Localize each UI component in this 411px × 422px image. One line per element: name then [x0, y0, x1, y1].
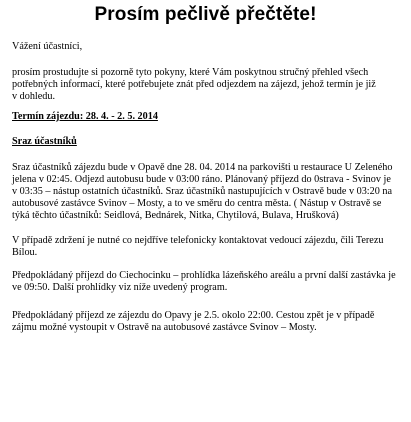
delay-contact-paragraph: V případě zdržení je nutné co nejdříve telefonicky kontaktovat vedoucí zájezdu, čili Terezu Bílou. — [12, 235, 384, 258]
arrival-ciechocinek-paragraph: Předpokládaný příjezd do Ciechocinku – prohlídka lázeňského areálu a první další zastávka je ve 09:50. Další prohlídky viz níže uvedený program. — [12, 270, 396, 293]
page-title: Prosím pečlivě přečtěte! — [94, 4, 317, 25]
meeting-paragraph: Sraz účastníků zájezdu bude v Opavě dne 28. 04. 2014 na parkovišti u restaurace U Zeleného jelena v 02:45. Odjezd autobusu bude v 03:00 ráno. Plánovaný příjezd do 0strava - Svinov je v 03:35 – nástup ostatních účastníků. Sraz účastníků nastupujících v Ostravě bude v 03:20 na autobusové zastávce Svinov – Mosty, a to ve směru do centra města. ( Nástup v Ostravě se týká těchto účastníků: Seidlová, Bednárek, Nitka, Chytilová, Bulava, Hrušková) — [12, 162, 393, 221]
return-arrival-paragraph: Předpokládaný příjezd ze zájezdu do Opavy je 2.5. okolo 22:00. Cestou zpět je v případě zájmu možné vystoupit v Ostravě na autobusové zastávce Svinov – Mosty. — [12, 310, 375, 333]
greeting: Vážení účastníci, — [12, 41, 83, 52]
intro-paragraph: prosím prostudujte si pozorně tyto pokyny, které Vám poskytnou stručný přehled všech potřebných informací, které potřebujete znát před odjezdem na zájezd, jehož termín je již v dohledu. — [12, 67, 376, 102]
meeting-heading: Sraz účastníků — [12, 136, 77, 147]
trip-term: Termín zájezdu: 28. 4. - 2. 5. 2014 — [12, 111, 158, 122]
